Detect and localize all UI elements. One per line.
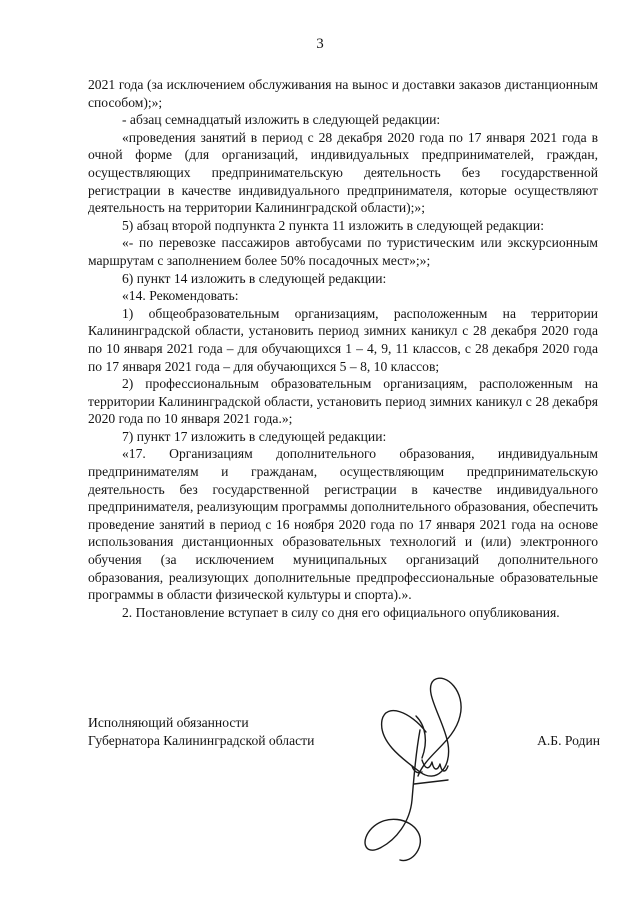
paragraph: «- по перевозке пассажиров автобусами по туристическим или экскурсионным маршрутам с заполнением более 50% посадочных мест»;»; [88,235,598,268]
paragraph: 7) пункт 17 изложить в следующей редакции: [122,428,387,444]
paragraph: 2021 года (за исключением обслуживания на вынос и доставки заказов дистанционным способом);»; [88,77,598,110]
paragraph: 2. Постановление вступает в силу со дня его официального опубликования. [122,604,560,620]
paragraph: 5) абзац второй подпункта 2 пункта 11 изложить в следующей редакции: [122,217,544,233]
document-body [88,76,598,621]
paragraph: 2) профессиональным образовательным организациям, расположенным на территории Калининградской области, установить период зимних каникул с 28 декабря 2020 года по 10 января 2021 года.»; [88,376,598,427]
paragraph: 1) общеобразовательным организациям, расположенным на территории Калининградской области, установить период зимних каникул с 28 декабря 2020 года по 10 января 2021 года – для обучающихся 1 – 4, 9, 11 классов, с 28 декабря 2020 года по 17 января 2021 года – для обучающихся 5 – 8, 10 классов; [88,305,598,374]
signer-name: А.Б. Родин [537,732,600,748]
paragraph: - абзац семнадцатый изложить в следующей редакции: [122,112,441,128]
page-number: 3 [316,36,324,52]
paragraph: «17. Организациям дополнительного образования, индивидуальным предпринимателям и гражданам, осуществляющим предпринимательскую деятельность без государственной регистрации в качестве индивидуального предпринимателя, реализующим программы дополнительного образования, обеспечить проведение занятий в период с 16 ноября 2020 года по 17 января 2021 года на основе использования дистанционных образовательных технологий и (или) электронного обучения (за исключением муниципальных организаций дополнительного образования, реализующих дополнительные предпрофессиональные образовательные программы в области физической культуры и спорта).». [88,446,598,603]
handwritten-signature [356,672,486,872]
paragraph: «проведения занятий в период с 28 декабря 2020 года по 17 января 2021 года в очной форме (для организаций, индивидуальных предпринимателей, граждан, осуществляющих предпринимательскую деятельность без государственной регистрации в качестве индивидуального предпринимателя, которые осуществляют деятельность на территории Калининградской области);»; [88,129,598,216]
signer-title-line-1: Исполняющий обязанности [88,715,249,730]
paragraph: 6) пункт 14 изложить в следующей редакции: [122,270,387,286]
signature-block [88,714,600,749]
signer-title-line-2: Губернатора Калининградской области [88,732,315,748]
paragraph: «14. Рекомендовать: [122,288,239,304]
